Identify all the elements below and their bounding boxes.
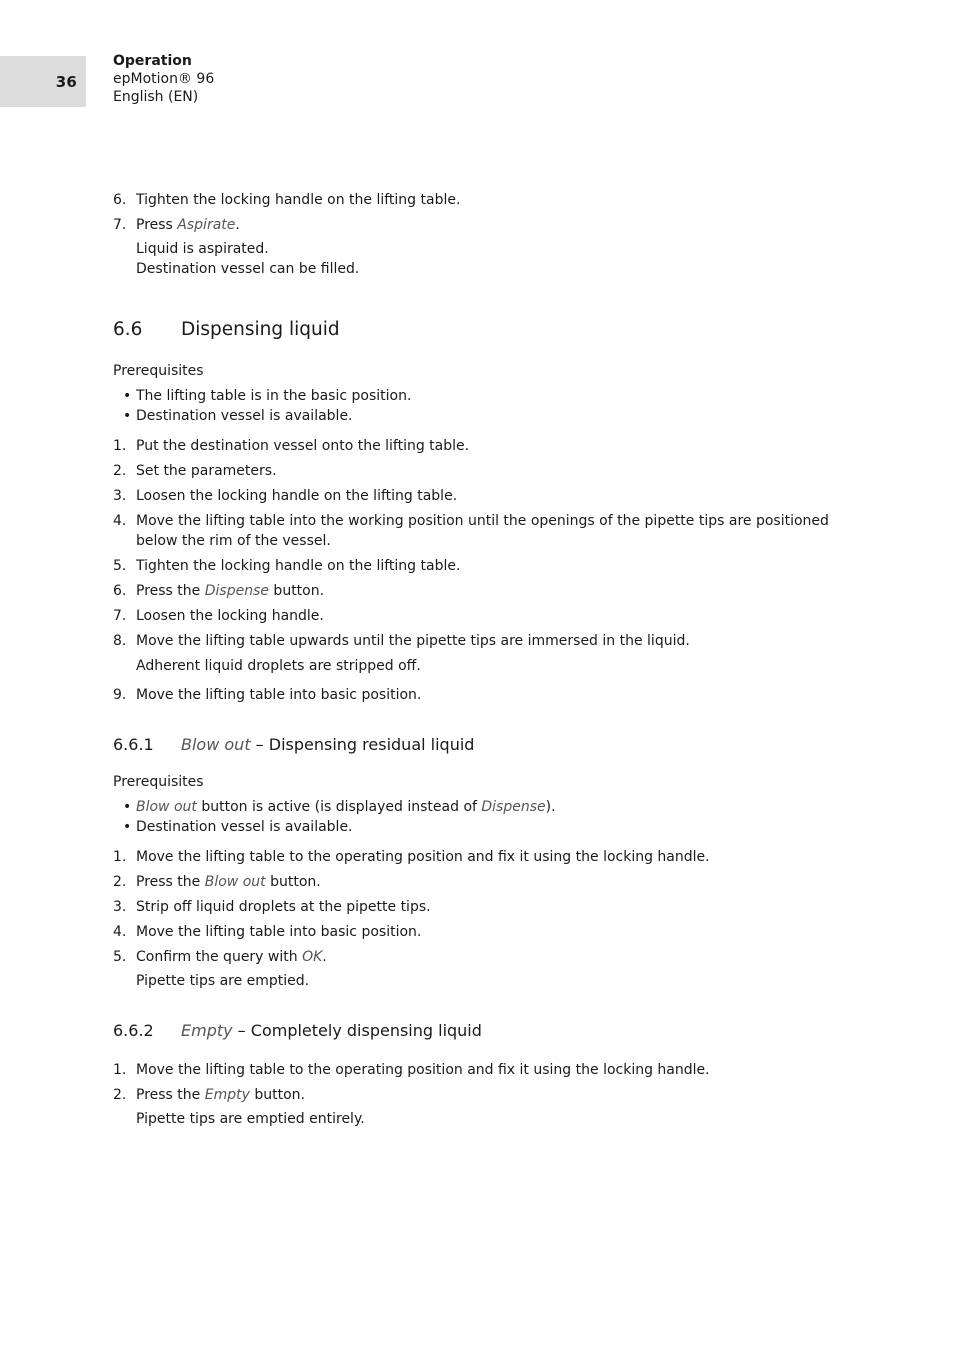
list-item: 7. Loosen the locking handle. — [113, 608, 324, 624]
step-result: Destination vessel can be filled. — [136, 261, 360, 277]
page-number-box — [0, 56, 86, 107]
subsection-heading: 6.6.2 Empty – Completely dispensing liquid — [113, 1021, 482, 1040]
bullet-item: • Destination vessel is available. — [123, 819, 353, 835]
list-item: 1. Move the lifting table to the operating position and fix it using the locking handle. — [113, 1062, 710, 1078]
step-result: Liquid is aspirated. — [136, 241, 269, 257]
list-item: 2. Press the Blow out button. — [113, 874, 321, 890]
list-item: 3. Strip off liquid droplets at the pipette tips. — [113, 899, 431, 915]
header-section: Operation — [113, 53, 192, 69]
bullet-item: • Blow out button is active (is displayed instead of Dispense). — [123, 799, 556, 815]
list-item: 9. Move the lifting table into basic position. — [113, 687, 422, 703]
list-item: 2. Set the parameters. — [113, 463, 277, 479]
list-item: 6. Tighten the locking handle on the lifting table. — [113, 192, 461, 208]
subsection-heading: 6.6.1 Blow out – Dispensing residual liquid — [113, 735, 475, 754]
page-body — [113, 190, 833, 1129]
step-result: Adherent liquid droplets are stripped off. — [136, 658, 421, 674]
list-item: 1. Move the lifting table to the operating position and fix it using the locking handle. — [113, 849, 710, 865]
list-item: 5. Confirm the query with OK. — [113, 949, 327, 965]
page-number: 36 — [55, 72, 77, 91]
step-result: Pipette tips are emptied entirely. — [136, 1111, 365, 1127]
prerequisites-label: Prerequisites — [113, 363, 204, 379]
running-header — [113, 52, 214, 106]
step-result: Pipette tips are emptied. — [136, 973, 310, 989]
list-item: 5. Tighten the locking handle on the lifting table. — [113, 558, 461, 574]
list-item: 4. Move the lifting table into the working position until the openings of the pipette tips are positioned below the rim of the vessel. — [113, 513, 829, 549]
header-product: epMotion® 96 — [113, 71, 215, 87]
prerequisites-label: Prerequisites — [113, 774, 204, 790]
list-item: 1. Put the destination vessel onto the lifting table. — [113, 438, 470, 454]
bullet-item: • The lifting table is in the basic position. — [123, 388, 412, 404]
list-item: 6. Press the Dispense button. — [113, 583, 325, 599]
list-item: 7. Press Aspirate. — [113, 217, 240, 233]
list-item: 4. Move the lifting table into basic position. — [113, 924, 422, 940]
section-heading: 6.6 Dispensing liquid — [113, 319, 340, 340]
bullet-item: • Destination vessel is available. — [123, 408, 353, 424]
list-item: 2. Press the Empty button. — [113, 1087, 305, 1103]
list-item: 3. Loosen the locking handle on the lifting table. — [113, 488, 458, 504]
list-item: 8. Move the lifting table upwards until the pipette tips are immersed in the liquid. — [113, 633, 690, 649]
header-language: English (EN) — [113, 89, 199, 105]
